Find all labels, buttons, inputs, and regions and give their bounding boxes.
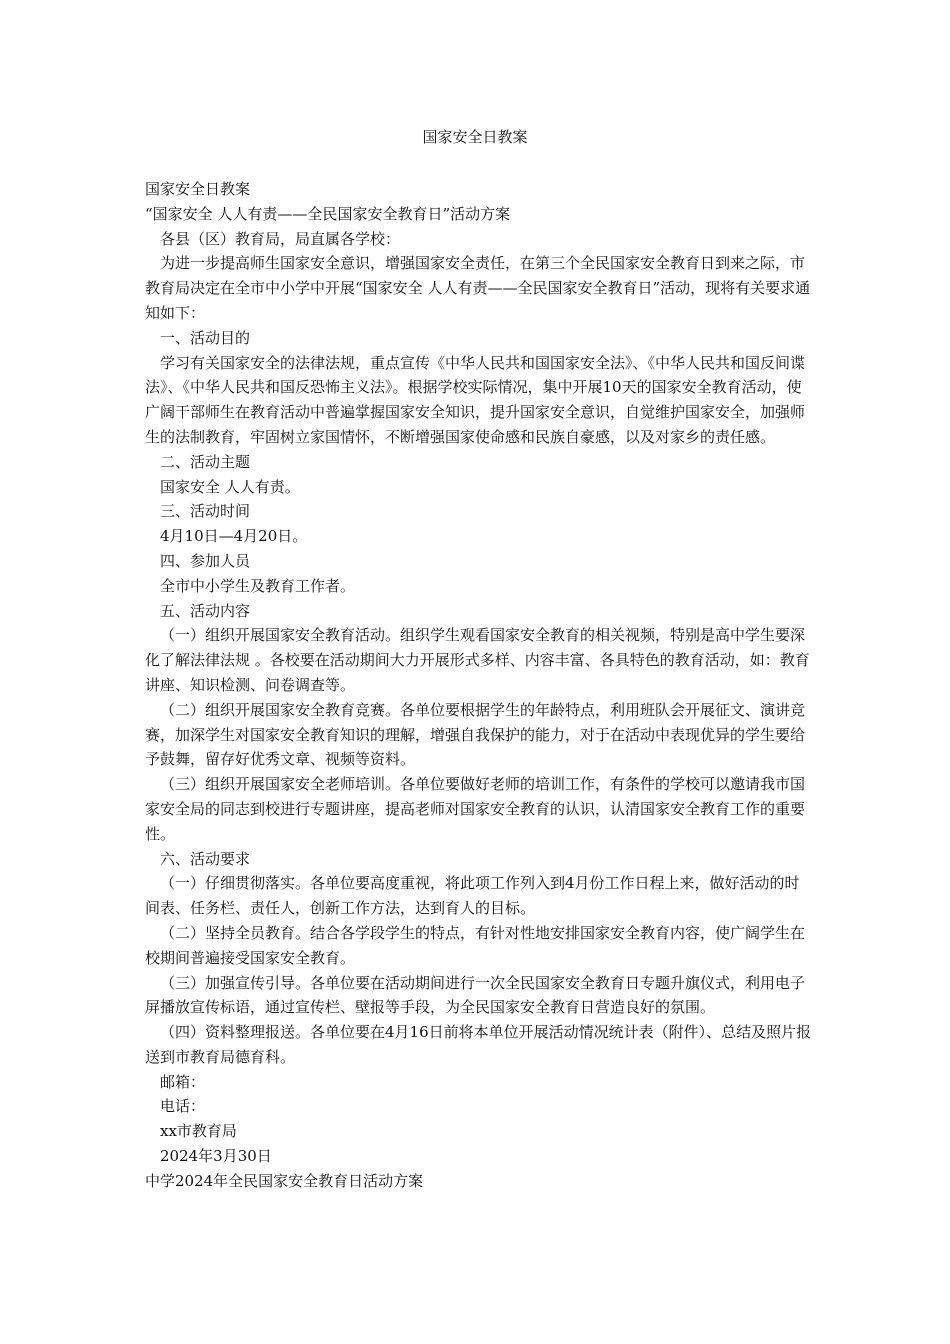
- paragraph: （四）资料整理报送。各单位要在4月16日前将本单位开展活动情况统计表（附件）、总结及照片报送到市教育局德育科。: [145, 1023, 812, 1066]
- paragraph: xx市教育局: [160, 1122, 237, 1141]
- paragraph: 中学2024年全民国家安全教育日活动方案: [145, 1171, 424, 1190]
- paragraph: 六、活动要求: [160, 849, 251, 868]
- paragraph: 五、活动内容: [160, 601, 251, 620]
- paragraph: 一、活动目的: [160, 328, 251, 347]
- paragraph: 国家安全 人人有责。: [160, 477, 300, 496]
- paragraph: 四、参加人员: [160, 551, 251, 570]
- paragraph: （一）仔细贯彻落实。各单位要高度重视，将此项工作列入到4月份工作日程上来，做好活动的时间表、任务栏、责任人，创新工作方法，达到育人的目标。: [145, 874, 800, 918]
- paragraph: 邮箱：: [160, 1072, 206, 1091]
- paragraph: （一）组织开展国家安全教育活动。组织学生观看国家安全教育的相关视频，特别是高中学生要深化了解法律法规 。各校要在活动期间大力开展形式多样、内容丰富、各具特色的教育活动，如：教育讲座、知识检测、问卷调查等。: [145, 626, 810, 694]
- paragraph: 为进一步提高师生国家安全意识，增强国家安全责任，在第三个全民国家安全教育日到来之际，市教育局决定在全市中小学中开展“国家安全 人人有责——全民国家安全教育日”活动，现将有关要求通知如下：: [145, 254, 811, 322]
- paragraph: 二、活动主题: [160, 452, 251, 471]
- paragraph: 电话：: [160, 1097, 206, 1116]
- document-body: [145, 177, 813, 1194]
- paragraph: 各县（区）教育局，局直属各学校：: [160, 229, 401, 248]
- paragraph: 国家安全日教案: [145, 180, 251, 198]
- paragraph: “国家安全 人人有责——全民国家安全教育日”活动方案: [145, 204, 511, 223]
- paragraph: （二）组织开展国家安全教育竞赛。各单位要根据学生的年龄特点，利用班队会开展征文、演讲竞赛，加深学生对国家安全教育知识的理解，增强自我保护的能力，对于在活动中表现优异的学生要给予鼓舞，留存好优秀文章、视频等资料。: [145, 700, 806, 769]
- paragraph: （二）坚持全员教育。结合各学段学生的特点，有针对性地安排国家安全教育内容，使广阔学生在校期间普遍接受国家安全教育。: [145, 923, 806, 967]
- document-title: 国家安全日教案: [422, 128, 528, 146]
- paragraph: 三、活动时间: [160, 502, 251, 521]
- paragraph: 2024年3月30日: [160, 1147, 272, 1166]
- paragraph: （三）组织开展国家安全老师培训。各单位要做好老师的培训工作，有条件的学校可以邀请我市国家安全局的同志到校进行专题讲座，提高老师对国家安全教育的认识，认清国家安全教育工作的重要性。: [145, 775, 806, 843]
- paragraph: 4月10日—4月20日。: [160, 527, 308, 546]
- paragraph: 学习有关国家安全的法律法规，重点宣传《中华人民共和国国家安全法》、《中华人民共和国反间谍法》、《中华人民共和国反恐怖主义法》。根据学校实际情况，集中开展10天的国家安全教育活动，使广阔干部师生在教育活动中普遍掌握国家安全知识，提升国家安全意识，自觉维护国家安全，加强师生的法制教育，牢固树立家国情怀，不断增强国家使命感和民族自豪感，以及对家乡的责任感。: [145, 353, 806, 446]
- paragraph: （三）加强宣传引导。各单位要在活动期间进行一次全民国家安全教育日专题升旗仪式，利用电子屏播放宣传标语，通过宣传栏、壁报等手段，为全民国家安全教育日营造良好的氛围。: [145, 973, 806, 1017]
- paragraph: 全市中小学生及教育工作者。: [160, 576, 356, 595]
